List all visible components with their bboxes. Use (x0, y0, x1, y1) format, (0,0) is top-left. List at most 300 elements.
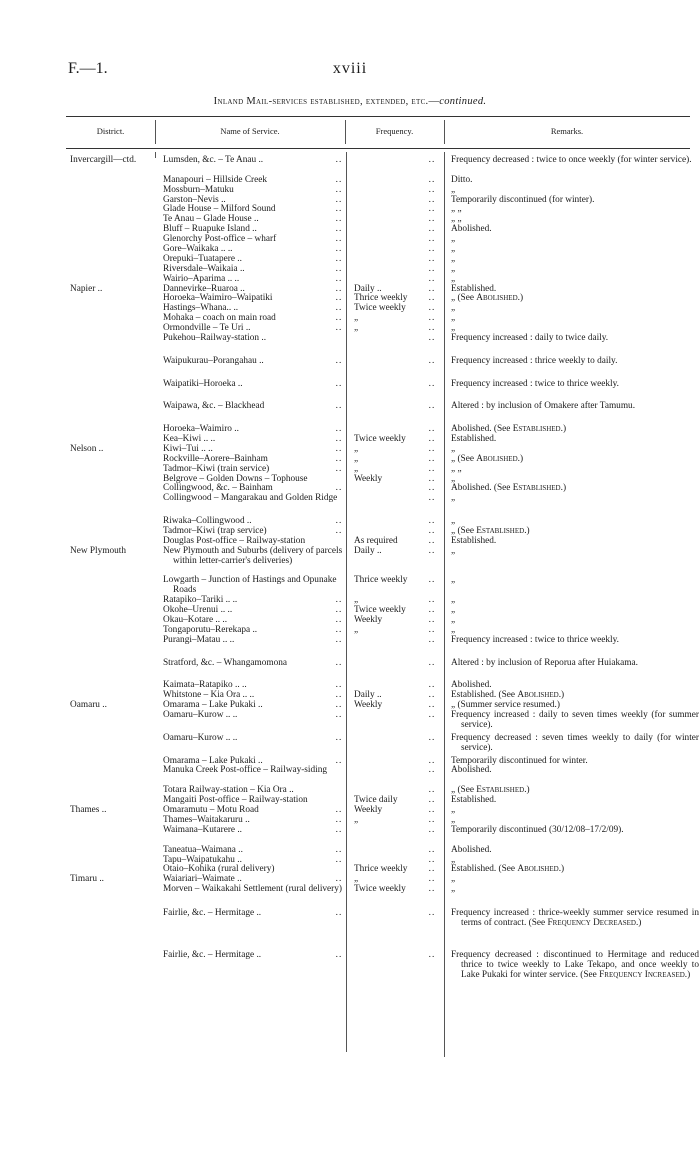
service-leader: .. (335, 624, 343, 635)
remarks-cell: „ (451, 234, 456, 245)
frequency-leader: .. (428, 710, 436, 721)
service-cell: Kaimata–Ratapiko .. .. (163, 680, 247, 691)
service-cell: Waipawa, &c. – Blackhead (163, 401, 265, 412)
cross-reference: Abolished (517, 690, 559, 701)
service-cell: Totara Railway-station – Kia Ora .. (163, 785, 294, 796)
frequency-cell: Weekly (354, 473, 383, 484)
service-cell: Dannevirke–Ruaroa .. (163, 283, 245, 294)
frequency-leader: .. (428, 204, 436, 215)
service-cell: Pukehou–Railway-station .. (163, 333, 267, 344)
frequency-leader: .. (428, 595, 436, 606)
frequency-cell: „ (354, 624, 359, 635)
service-cell: Kiwi–Tui .. .. (163, 443, 213, 454)
frequency-leader: .. (428, 624, 436, 635)
remarks-cell: „ (See Established.) (451, 785, 530, 796)
remarks-cell: „ (See Abolished.) (451, 293, 524, 304)
table-row (0, 846, 700, 856)
service-leader: .. (335, 814, 343, 825)
service-cell: New Plymouth and Suburbs (delivery of parcels within letter-carrier's deliveries) (163, 545, 343, 566)
service-leader: .. (335, 516, 343, 527)
service-cell: Collingwood, &c. – Bainham (163, 483, 273, 494)
service-cell: Waimana–Kutarere .. (163, 824, 243, 835)
remarks-cell: „ (451, 874, 456, 885)
top-rule (66, 116, 690, 117)
service-cell: Morven – Waikakahi Settlement (rural delivery) (163, 884, 343, 895)
table-body (0, 156, 700, 1011)
service-leader: .. (335, 732, 343, 743)
column-header-district: District. (96, 126, 125, 136)
frequency-leader: .. (428, 545, 436, 556)
frequency-leader: .. (428, 184, 436, 195)
service-leader: .. (335, 824, 343, 835)
service-cell: Mossburn–Matuku (163, 184, 234, 195)
remarks-cell: Frequency increased : twice to thrice weekly. (451, 378, 619, 389)
table-row (0, 606, 700, 616)
table-row (0, 265, 700, 275)
service-cell: Oamaru–Kurow .. .. (163, 732, 238, 743)
remarks-cell: Temporarily discontinued for winter. (451, 755, 588, 766)
frequency-cell: „ (354, 463, 359, 474)
service-leader: .. (335, 313, 343, 324)
column-header-frequency: Frequency. (375, 126, 414, 136)
frequency-leader: .. (428, 253, 436, 264)
cross-reference: Frequency Increased (599, 970, 685, 981)
cross-reference: Established (512, 483, 561, 494)
service-cell: Okau–Kotare .. .. (163, 615, 228, 626)
frequency-leader: .. (428, 333, 436, 344)
remarks-cell: Ditto. (451, 174, 473, 185)
table-row (0, 196, 700, 206)
service-cell: Waiariari–Waimate .. (163, 874, 242, 885)
service-cell: Tadmor–Kiwi (trap service) (163, 526, 267, 536)
frequency-leader: .. (428, 283, 436, 294)
table-row (0, 255, 700, 265)
caption-text: Inland Mail-services established, extended, etc.— (213, 96, 440, 107)
frequency-leader: .. (428, 483, 436, 494)
frequency-leader: .. (428, 700, 436, 711)
frequency-leader: .. (428, 293, 436, 304)
remarks-cell: „ (451, 605, 456, 616)
service-leader: .. (335, 634, 343, 645)
service-leader: .. (335, 401, 343, 412)
frequency-leader: .. (428, 950, 436, 961)
frequency-leader: .. (428, 194, 436, 205)
service-cell: Omarama – Lake Pukaki .. (163, 755, 263, 766)
frequency-leader: .. (428, 824, 436, 835)
district-cell: Thames .. (70, 805, 107, 816)
cross-reference: Established (476, 785, 525, 796)
frequency-leader: .. (428, 434, 436, 444)
table-row (0, 205, 700, 215)
frequency-leader: .. (428, 755, 436, 766)
table-row (0, 636, 700, 659)
remarks-cell: „ (451, 595, 456, 606)
remarks-cell: „ (451, 303, 456, 314)
district-cell: Oamaru .. (70, 700, 107, 711)
service-leader: .. (335, 700, 343, 711)
header-rule (66, 148, 690, 149)
frequency-leader: .. (428, 795, 436, 806)
service-cell: Te Anau – Glade House .. (163, 214, 259, 225)
table-row (0, 357, 700, 380)
service-cell: Stratford, &c. – Whangamomona (163, 657, 288, 668)
service-leader: .. (335, 690, 343, 701)
service-leader: .. (335, 907, 343, 918)
frequency-cell: Thrice weekly (354, 293, 408, 304)
remarks-cell: „ (451, 443, 456, 454)
service-leader: .. (335, 283, 343, 294)
table-row (0, 156, 700, 176)
service-cell: Ratapiko–Tariki .. .. (163, 595, 238, 606)
frequency-leader: .. (428, 493, 436, 504)
frequency-leader: .. (428, 884, 436, 895)
frequency-cell: Daily .. (354, 283, 382, 294)
table-row (0, 435, 700, 445)
remarks-cell: Abolished. (451, 844, 492, 855)
frequency-cell: Twice weekly (354, 434, 406, 444)
frequency-leader: .. (428, 680, 436, 691)
frequency-leader: .. (428, 473, 436, 484)
service-leader: .. (335, 355, 343, 366)
service-leader: .. (335, 615, 343, 626)
service-leader: .. (335, 323, 343, 334)
service-leader: .. (335, 874, 343, 885)
service-leader: .. (335, 184, 343, 195)
frequency-cell: Thrice weekly (354, 575, 408, 586)
service-cell: Waipatiki–Horoeka .. (163, 378, 243, 389)
table-row (0, 334, 700, 357)
frequency-leader: .. (428, 273, 436, 284)
remarks-cell: „ (451, 615, 456, 626)
service-cell: Orepuki–Tuatapere .. (163, 253, 242, 264)
service-leader: .. (335, 263, 343, 274)
remarks-cell: „ „ (451, 463, 462, 474)
remarks-cell: Frequency increased : daily to twice daily. (451, 333, 609, 344)
frequency-cell: Daily .. (354, 690, 382, 701)
remarks-cell: Frequency increased : thrice weekly to daily. (451, 355, 618, 366)
remarks-cell: Abolished. (451, 765, 492, 776)
frequency-leader: .. (428, 805, 436, 816)
remarks-cell: „ (451, 244, 456, 255)
table-row (0, 314, 700, 324)
district-cell: Timaru .. (70, 874, 105, 885)
service-leader: .. (335, 463, 343, 474)
service-leader: .. (335, 194, 343, 205)
frequency-leader: .. (428, 864, 436, 875)
frequency-leader: .. (428, 844, 436, 855)
remarks-cell: Established. (451, 535, 497, 546)
remarks-cell: „ (451, 253, 456, 264)
frequency-cell: Thrice weekly (354, 864, 408, 875)
service-cell: Glenorchy Post-office – wharf (163, 234, 277, 245)
service-leader: .. (335, 755, 343, 766)
service-cell: Hastings–Whana.. .. (163, 303, 239, 314)
frequency-leader: .. (428, 765, 436, 776)
table-row (0, 659, 700, 682)
frequency-leader: .. (428, 463, 436, 474)
table-row (0, 215, 700, 225)
remarks-cell: Established. (451, 283, 497, 294)
remarks-cell: „ (451, 323, 456, 334)
service-cell: Manapouri – Hillside Creek (163, 174, 268, 185)
table-row (0, 285, 700, 295)
remarks-cell: Frequency decreased : twice to once weekly (for winter service). (451, 155, 692, 165)
service-cell: Lumsden, &c. – Te Anau .. (163, 155, 264, 165)
remarks-cell: Abolished. (451, 224, 492, 235)
frequency-cell: „ (354, 814, 359, 825)
remarks-cell: Frequency increased : twice to thrice weekly. (451, 634, 619, 645)
table-row (0, 865, 700, 875)
service-cell: Collingwood – Mangarakau and Golden Ridge (163, 493, 338, 504)
service-cell: Fairlie, &c. – Hermitage .. (163, 950, 262, 961)
service-leader: .. (335, 244, 343, 255)
service-leader: .. (335, 434, 343, 444)
service-leader: .. (335, 273, 343, 284)
table-row (0, 806, 700, 816)
frequency-leader: .. (428, 424, 436, 435)
table-row (0, 186, 700, 196)
table-row (0, 445, 700, 455)
remarks-cell: Established. (451, 795, 497, 806)
frequency-cell: Daily .. (354, 545, 382, 556)
frequency-cell: Weekly (354, 700, 383, 711)
frequency-leader: .. (428, 615, 436, 626)
table-row (0, 757, 700, 767)
frequency-cell: „ (354, 453, 359, 464)
remarks-cell: Frequency increased : thrice-weekly summer service resumed in terms of contract. (See Frequency Decreased.) (451, 907, 699, 928)
frequency-leader: .. (428, 690, 436, 701)
frequency-leader: .. (428, 234, 436, 245)
service-cell: Purangi–Matau .. .. (163, 634, 235, 645)
service-leader: .. (335, 483, 343, 494)
frequency-leader: .. (428, 854, 436, 865)
remarks-cell: Temporarily discontinued (for winter). (451, 194, 595, 205)
remarks-cell: „ (451, 805, 456, 816)
frequency-leader: .. (428, 634, 436, 645)
remarks-cell: Temporarily discontinued (30/12/08–17/2/09). (451, 824, 624, 835)
service-leader: .. (335, 214, 343, 225)
remarks-cell: „ (451, 516, 456, 527)
remarks-cell: Frequency increased : daily to seven times weekly (for summer service). (451, 710, 699, 730)
service-cell: Mangaiti Post-office – Railway-station (163, 795, 308, 806)
service-cell: Horoeka–Waimiro .. (163, 424, 239, 435)
service-cell: Waipukurau–Porangahau .. (163, 355, 264, 366)
table-row (0, 576, 700, 596)
remarks-cell: „ „ (451, 214, 462, 225)
service-cell: Glade House – Milford Sound (163, 204, 276, 215)
frequency-cell: Weekly (354, 805, 383, 816)
frequency-leader: .. (428, 535, 436, 546)
table-row (0, 681, 700, 691)
frequency-leader: .. (428, 907, 436, 918)
service-cell: Otaio–Kohika (rural delivery) (163, 864, 275, 875)
service-leader: .. (335, 605, 343, 616)
service-cell: Taneatua–Waimana .. (163, 844, 243, 855)
frequency-leader: .. (428, 378, 436, 389)
remarks-cell: Established. (451, 434, 497, 444)
service-leader: .. (335, 453, 343, 464)
district-cell: Napier .. (70, 283, 103, 294)
remarks-cell: „ (451, 473, 456, 484)
remarks-cell: „ (See Established.) (451, 526, 530, 536)
remarks-cell: „ (See Abolished.) (451, 453, 524, 464)
remarks-cell: „ „ (451, 204, 462, 215)
table-row (0, 455, 700, 465)
table-row (0, 734, 700, 757)
frequency-cell: Twice weekly (354, 303, 406, 314)
table-row (0, 245, 700, 255)
frequency-leader: .. (428, 575, 436, 586)
cross-reference: Established (476, 526, 525, 536)
table-caption (0, 96, 700, 107)
frequency-leader: .. (428, 323, 436, 334)
frequency-leader: .. (428, 174, 436, 185)
table-row (0, 711, 700, 734)
service-cell: Garston–Nevis .. (163, 194, 226, 205)
remarks-cell: Abolished. (See Established.) (451, 424, 567, 435)
service-leader: .. (335, 293, 343, 304)
frequency-leader: .. (428, 214, 436, 225)
service-cell: Whitstone – Kia Ora .. .. (163, 690, 255, 701)
service-cell: Tapu–Waipatukahu .. (163, 854, 242, 865)
service-cell: Riversdale–Waikaia .. (163, 263, 245, 274)
table-row (0, 826, 700, 846)
remarks-cell: „ (451, 884, 456, 895)
table-row (0, 225, 700, 235)
frequency-leader: .. (428, 516, 436, 527)
service-cell: Gore–Waikaka .. .. (163, 244, 233, 255)
table-row (0, 517, 700, 527)
service-leader: .. (335, 950, 343, 961)
service-cell: Oamaru–Kurow .. .. (163, 710, 238, 721)
frequency-leader: .. (428, 155, 436, 165)
frequency-cell: Twice weekly (354, 884, 406, 895)
remarks-cell: „ (451, 184, 456, 195)
service-leader: .. (335, 710, 343, 721)
frequency-leader: .. (428, 443, 436, 454)
remarks-cell: Abolished. (451, 680, 492, 691)
service-cell: Riwaka–Collingwood .. (163, 516, 252, 527)
table-row (0, 275, 700, 285)
table-row (0, 176, 700, 186)
frequency-leader: .. (428, 605, 436, 616)
remarks-cell: Frequency decreased : seven times weekly to daily (for winter service). (451, 732, 699, 753)
table-row (0, 527, 700, 537)
caption-suffix: continued. (439, 96, 487, 107)
frequency-leader: .. (428, 355, 436, 366)
column-header-service: Name of Service. (220, 126, 280, 136)
frequency-leader: .. (428, 224, 436, 235)
service-leader: .. (335, 303, 343, 314)
frequency-cell: Twice daily (354, 795, 398, 806)
service-leader: .. (335, 854, 343, 865)
table-row (0, 475, 700, 485)
service-leader: .. (335, 805, 343, 816)
service-cell: Tongaporutu–Rerekapa .. (163, 624, 258, 635)
column-header-remarks: Remarks. (550, 126, 584, 136)
table-row (0, 294, 700, 304)
table-row (0, 885, 700, 909)
service-leader: .. (335, 234, 343, 245)
service-cell: Manuka Creek Post-office – Railway-siding (163, 765, 328, 776)
service-leader: .. (335, 680, 343, 691)
remarks-cell: „ (451, 575, 456, 586)
frequency-leader: .. (428, 814, 436, 825)
table-row (0, 494, 700, 517)
cross-reference: Abolished (517, 864, 559, 875)
service-cell: Omaramutu – Motu Road (163, 805, 259, 816)
remarks-cell: „ (451, 814, 456, 825)
cross-reference: Abolished (476, 453, 518, 464)
remarks-cell: „ (451, 313, 456, 324)
cross-reference: Established (512, 424, 561, 435)
remarks-cell: Frequency decreased : discontinued to Hermitage and reduced thrice to twice weekly to Lake Tekapo, and once weekly to Lake Pukaki for winter service. (See Frequency Increased.) (451, 950, 699, 981)
remarks-cell: „ (451, 854, 456, 865)
frequency-leader: .. (428, 401, 436, 412)
frequency-leader: .. (428, 874, 436, 885)
service-leader: .. (335, 174, 343, 185)
remarks-cell: „ (Summer service resumed.) (451, 700, 560, 711)
service-cell: Okohe–Urenui .. .. (163, 605, 233, 616)
service-leader: .. (335, 224, 343, 235)
frequency-cell: Twice weekly (354, 605, 406, 616)
service-cell: Lowgarth – Junction of Hastings and Opunake Roads (163, 575, 337, 596)
table-row (0, 951, 700, 1010)
table-row (0, 856, 700, 866)
table-row (0, 547, 700, 577)
frequency-leader: .. (428, 526, 436, 536)
frequency-cell: „ (354, 313, 359, 324)
service-leader: .. (335, 526, 343, 536)
service-cell: Mohaka – coach on main road (163, 313, 276, 324)
service-leader: .. (335, 155, 343, 165)
table-row (0, 616, 700, 626)
frequency-leader: .. (428, 732, 436, 743)
service-leader: .. (335, 595, 343, 606)
district-cell: Nelson .. (70, 443, 104, 454)
frequency-leader: .. (428, 453, 436, 464)
service-cell: Ormondville – Te Uri .. (163, 323, 251, 334)
table-row (0, 596, 700, 606)
service-leader: .. (335, 443, 343, 454)
remarks-cell: „ (451, 493, 456, 504)
service-cell: Fairlie, &c. – Hermitage .. (163, 907, 262, 918)
frequency-cell: As required (354, 535, 398, 546)
service-cell: Bluff – Ruapuke Island .. (163, 224, 257, 235)
service-leader: .. (335, 424, 343, 435)
remarks-cell: Altered : by inclusion of Reporua after Huiakama. (451, 657, 638, 668)
remarks-cell: Abolished. (See Established.) (451, 483, 567, 494)
frequency-leader: .. (428, 303, 436, 314)
frequency-cell: „ (354, 874, 359, 885)
service-cell: Thames–Waitakaruru .. (163, 814, 250, 825)
frequency-leader: .. (428, 244, 436, 255)
service-cell: Omarama – Lake Pukaki .. (163, 700, 263, 711)
table-row (0, 484, 700, 494)
remarks-cell: „ (451, 263, 456, 274)
service-cell: Rockville–Aorere–Bainham (163, 453, 268, 464)
page-number: xviii (332, 60, 368, 77)
page-reference: F.—1. (68, 60, 108, 77)
frequency-cell: „ (354, 443, 359, 454)
service-leader: .. (335, 844, 343, 855)
service-cell: Horoeka–Waimiro–Waipatiki (163, 293, 273, 304)
remarks-cell: Established. (See Abolished.) (451, 864, 565, 875)
cross-reference: Abolished (476, 293, 518, 304)
table-row (0, 875, 700, 885)
remarks-cell: Established. (See Abolished.) (451, 690, 565, 701)
service-leader: .. (335, 204, 343, 215)
